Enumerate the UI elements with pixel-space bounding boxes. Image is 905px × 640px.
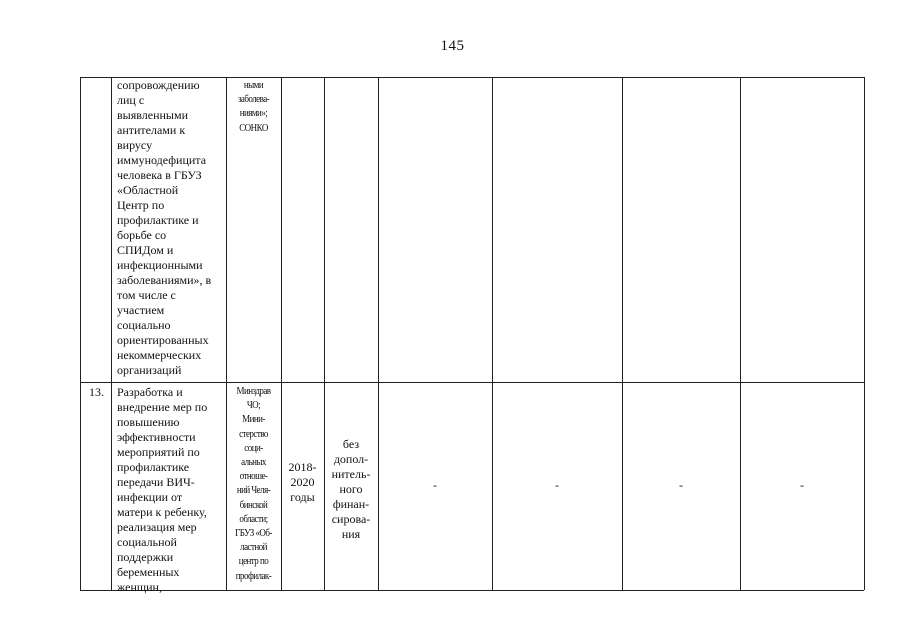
row-value: - [555,478,559,492]
row-description: Разработка и внедрение мер по повышению эффективности мероприятий по профилактике передачи ВИЧ- инфекции от матери к ребенку, реализация мер социальной поддержки беременных женщин, [117,385,208,594]
row-divider [80,382,864,383]
row-executors: ными заболева- ниями»; СОНКО [237,80,270,134]
column-divider [281,77,282,590]
row-number: 13. [89,385,104,399]
table-border-right [864,77,865,590]
row-value: - [800,478,804,492]
column-divider [378,77,379,590]
table-border-left [80,77,81,590]
row-funding: без допол- нитель- ного финан- сирова- ния [331,437,371,541]
row-value: - [433,478,437,492]
row-executors: Минздрав ЧО; Мини- стерство соци- альных отноше- ний Челя- бинской области; ГБУЗ «Об- ластной центр по профилак- [235,386,272,582]
column-divider [492,77,493,590]
row-period: 2018- 2020 годы [288,460,317,504]
page-number: 145 [440,38,465,54]
column-divider [226,77,227,590]
row-description: сопровождению лиц с выявленными антителами к вирусу иммунодефицита человека в ГБУЗ «Областной Центр по профилактике и борьбе со СПИДом и инфекционными заболеваниями», в том числе с участием социально ориентированных некоммерческих организаций [117,78,212,377]
column-divider [111,77,112,590]
column-divider [622,77,623,590]
row-value: - [679,478,683,492]
column-divider [740,77,741,590]
